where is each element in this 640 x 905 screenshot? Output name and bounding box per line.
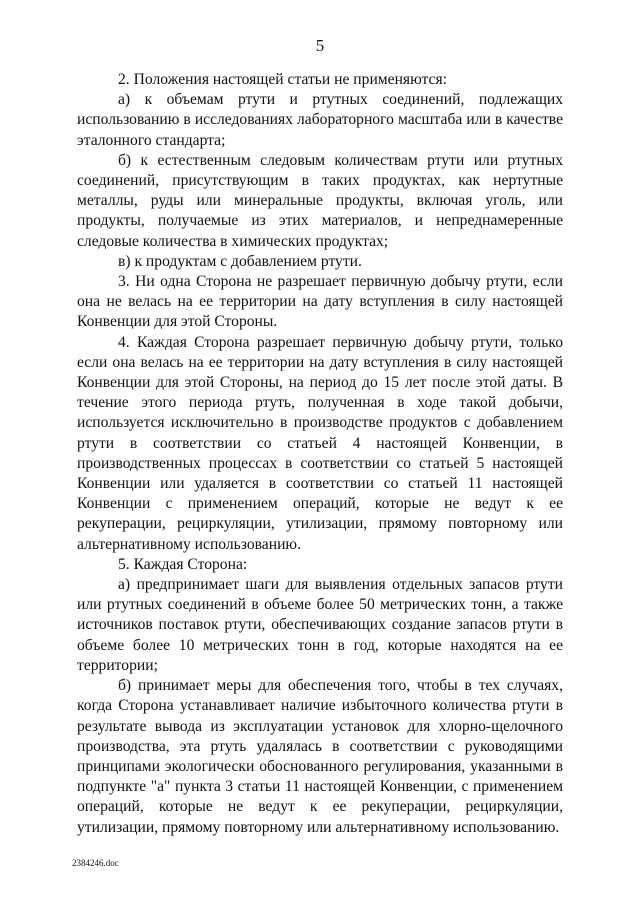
page-number: 5 (315, 36, 325, 55)
footer-filename: 2384246.doc (72, 858, 119, 868)
paragraph-5: 5. Каждая Сторона: (118, 555, 248, 573)
paragraph-2a: а) к объемам ртути и ртутных соединений, подлежащих использованию в исследованиях лабораторного масштаба или в качестве эталонного стандарта; (77, 91, 563, 149)
paragraph-5a: а) предпринимает шаги для выявления отдельных запасов ртути или ртутных соединений в объеме более 50 метрических тонн, а также источников поставок ртути, обеспечивающих создание запасов ртути в объеме более 10 метрических тонн в год, которые находятся на ее территории; (77, 576, 563, 674)
paragraph-2b: б) к естественным следовым количествам ртути или ртутных соединений, присутствующим в таких продуктах, как нертутные металлы, руды или минеральные продукты, включая уголь, или продукты, получаемые из этих материалов, и непреднамеренные следовые количества в химических продуктах; (77, 151, 563, 250)
paragraph-2c: в) к продуктам с добавлением ртути. (118, 252, 362, 270)
paragraph-3: 3. Ни одна Сторона не разрешает первичную добычу ртути, если она не велась на ее территории на дату вступления в силу настоящей Конвенции для этой Стороны. (77, 273, 563, 331)
document-body (77, 70, 563, 838)
paragraph-2: 2. Положения настоящей статьи не применяются: (118, 71, 447, 88)
paragraph-4: 4. Каждая Сторона разрешает первичную добычу ртути, только если она велась на ее территории на дату вступления в силу настоящей Конвенции для этой Стороны, на период до 15 лет после этой даты. В течение этого периода ртуть, полученная в ходе такой добычи, используется исключительно в производстве продуктов с добавлением ртути в соответствии со статьей 4 настоящей Конвенции, в производственных процессах в соответствии со статьей 5 настоящей Конвенции или удаляется в соответствии со статьей 11 настоящей Конвенции с применением операций, которые не ведут к ее рекуперации, рециркуляции, утилизации, прямому повторному или альтернативному использованию. (77, 333, 563, 553)
paragraph-5b: б) принимает меры для обеспечения того, чтобы в тех случаях, когда Сторона устанавливает наличие избыточного количества ртути в результате вывода из эксплуатации установок для хлорно-щелочного производства, эта ртуть удалялась в соответствии с руководящими принципами экологически обоснованного регулирования, указанными в подпункте "а" пункта 3 статьи 11 настоящей Конвенции, с применением операций, которые не ведут к ее рекуперации, рециркуляции, утилизации, прямому повторному или альтернативному использованию. (77, 677, 563, 836)
